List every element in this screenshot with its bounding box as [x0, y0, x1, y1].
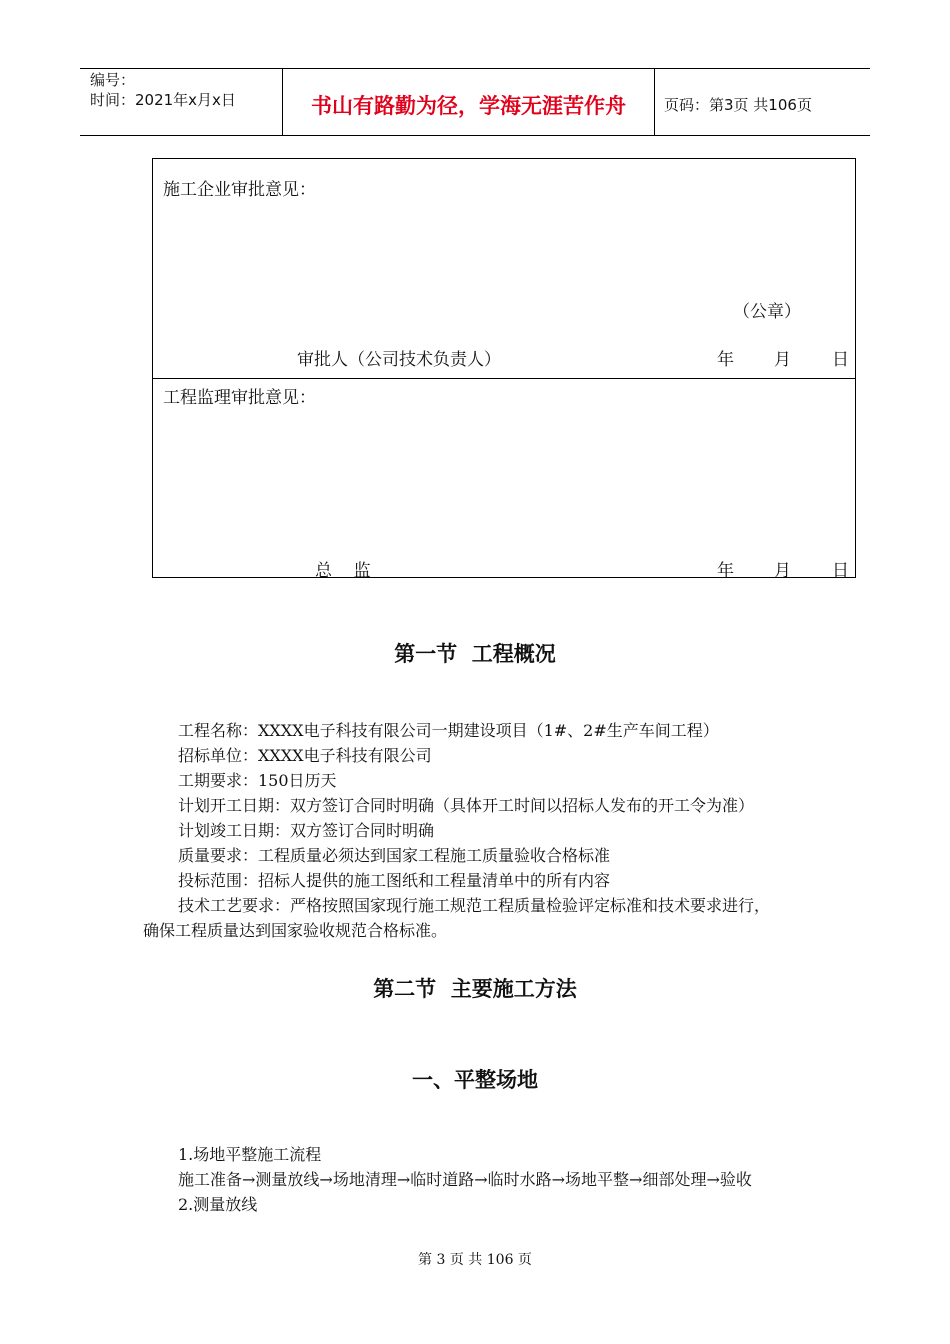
- header-bottom-rule: [80, 135, 870, 136]
- section1-line: 投标范围：招标人提供的施工图纸和工程量清单中的所有内容: [178, 871, 611, 890]
- section1-line: 计划开工日期：双方签订合同时明确（具体开工时间以招标人发布的开工令为准）: [178, 796, 755, 815]
- header-page-info: 页码：第3页 共106页: [664, 96, 812, 114]
- section2-heading: 第二节 主要施工方法: [373, 977, 577, 1001]
- company-approval-title: 施工企业审批意见：: [163, 180, 316, 200]
- section1-continuation: 确保工程质量达到国家验收规范合格标准。: [143, 921, 448, 940]
- header-divider-right: [654, 68, 655, 136]
- section1-line: 招标单位：XXXX电子科技有限公司: [178, 746, 432, 765]
- header-motto: 书山有路勤为径，学海无涯苦作舟: [311, 94, 626, 118]
- section1-line: 技术工艺要求：严格按照国家现行施工规范工程质量检验评定标准和技术要求进行，: [178, 896, 771, 915]
- supervisor-approval-title: 工程监理审批意见：: [163, 388, 316, 408]
- company-day-label: 日: [832, 350, 849, 370]
- section1-line: 工期要求：150日历天: [178, 771, 337, 790]
- header-number-label: 编号：: [90, 71, 136, 89]
- company-approver-label: 审批人（公司技术负责人）: [297, 350, 501, 370]
- section1-line: 工程名称：XXXX电子科技有限公司一期建设项目（1#、2#生产车间工程）: [178, 721, 719, 740]
- company-year-label: 年: [717, 350, 734, 370]
- supervisor-year-label: 年: [717, 561, 734, 581]
- header-top-rule: [80, 68, 870, 69]
- supervisor-month-label: 月: [774, 561, 791, 581]
- section2-subheading: 一、平整场地: [412, 1068, 538, 1092]
- supervisor-approver-label: 总 监: [315, 561, 371, 581]
- section2-line: 施工准备→测量放线→场地清理→临时道路→临时水路→场地平整→细部处理→验收: [178, 1170, 752, 1189]
- supervisor-day-label: 日: [832, 561, 849, 581]
- page-footer: 第 3 页 共 106 页: [418, 1252, 532, 1268]
- header-meta: [90, 70, 236, 110]
- section1-line: 计划竣工日期：双方签订合同时明确: [178, 821, 435, 840]
- section1-line: 质量要求：工程质量必须达到国家工程施工质量验收合格标准: [178, 846, 611, 865]
- header-time-label: 时间：2021年x月x日: [90, 91, 236, 109]
- company-month-label: 月: [774, 350, 791, 370]
- supervisor-approval-box: [152, 378, 856, 581]
- company-approval-box: [152, 158, 856, 379]
- section2-line: 2.测量放线: [178, 1195, 258, 1214]
- section2-line: 1.场地平整施工流程: [178, 1145, 322, 1164]
- company-seal-label: （公章）: [733, 302, 801, 322]
- section1-heading: 第一节 工程概况: [394, 642, 556, 666]
